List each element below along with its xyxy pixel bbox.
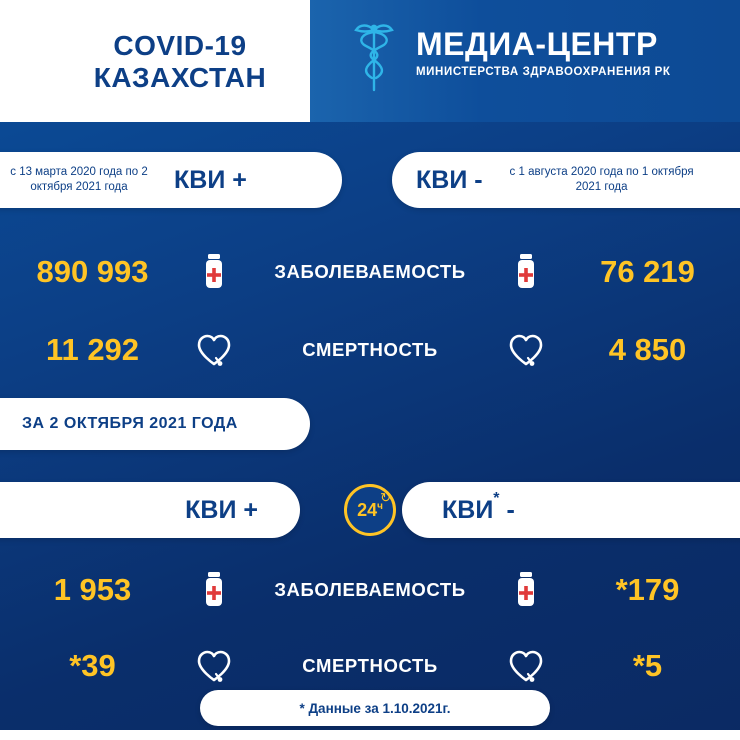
daily-kvi-minus-label xyxy=(442,489,515,525)
daily-mortality-left-value: *39 xyxy=(69,648,116,683)
cumulative-row-incidence xyxy=(0,244,740,300)
cumulative-mortality-label: СМЕРТНОСТЬ xyxy=(302,339,438,360)
cumulative-row-mortality xyxy=(0,322,740,378)
daily-date-pill xyxy=(0,398,310,450)
bottom-strip xyxy=(0,730,740,740)
page-title xyxy=(60,30,300,94)
daily-row-incidence xyxy=(0,562,740,618)
daily-kvi-minus-dash: - xyxy=(506,495,515,524)
period-left-date: с 13 марта 2020 года по 2 октября 2021 года xyxy=(10,166,148,193)
refresh-arrow-icon: ↻ xyxy=(380,490,391,505)
daily-kvi-minus-star: * xyxy=(493,489,500,507)
vaccine-bottle-icon xyxy=(185,571,243,609)
daily-incidence-right-value: *179 xyxy=(615,572,680,607)
daily-pill-kvi-minus xyxy=(402,482,740,538)
daily-incidence-label: ЗАБОЛЕВАЕМОСТЬ xyxy=(274,579,466,600)
badge-24-text xyxy=(347,500,393,521)
period-right-date: с 1 августа 2020 года по 1 октября 2021 года xyxy=(509,166,694,193)
media-center-logo xyxy=(338,18,728,104)
daily-mortality-label: СМЕРТНОСТЬ xyxy=(302,655,438,676)
vaccine-bottle-icon xyxy=(497,571,555,609)
heart-pulse-icon xyxy=(185,649,243,683)
period-left-label: КВИ + xyxy=(174,165,247,194)
cumulative-mortality-left-value: 11 292 xyxy=(45,332,140,367)
brand-text xyxy=(416,26,671,78)
heart-pulse-icon xyxy=(497,333,555,367)
footnote-text: * Данные за 1.10.2021г. xyxy=(299,700,451,716)
daily-kvi-plus-label: КВИ + xyxy=(185,495,258,524)
vaccine-bottle-icon xyxy=(497,253,555,291)
vaccine-bottle-icon xyxy=(185,253,243,291)
period-pill-kvi-minus xyxy=(392,152,740,208)
cumulative-mortality-right-value: 4 850 xyxy=(608,332,687,367)
daily-date-label: ЗА 2 ОКТЯБРЯ 2021 ГОДА xyxy=(22,415,238,432)
daily-pill-kvi-plus xyxy=(0,482,300,538)
badge-24-number: 24 xyxy=(357,500,378,520)
covid-title-line2: КАЗАХСТАН xyxy=(93,62,267,93)
caduceus-icon xyxy=(346,20,402,98)
cumulative-incidence-left-value: 890 993 xyxy=(36,254,149,289)
daily-mortality-right-value: *5 xyxy=(632,648,663,683)
daily-incidence-left-value: 1 953 xyxy=(53,572,132,607)
cumulative-incidence-right-value: 76 219 xyxy=(600,254,695,289)
footnote-pill xyxy=(200,690,550,726)
covid-title-line1: COVID-19 xyxy=(113,30,247,61)
cumulative-incidence-label: ЗАБОЛЕВАЕМОСТЬ xyxy=(274,261,466,282)
period-right-label: КВИ - xyxy=(416,165,483,194)
daily-kvi-minus-text: КВИ xyxy=(442,495,494,524)
badge-24-hours xyxy=(344,484,396,536)
heart-pulse-icon xyxy=(185,333,243,367)
badge-24-sup: ч xyxy=(377,501,383,512)
period-pill-kvi-plus xyxy=(0,152,342,208)
brand-subtitle: МИНИСТЕРСТВА ЗДРАВООХРАНЕНИЯ РК xyxy=(416,66,671,78)
brand-name: МЕДИА-ЦЕНТР xyxy=(416,26,658,62)
heart-pulse-icon xyxy=(497,649,555,683)
daily-row-mortality xyxy=(0,638,740,694)
